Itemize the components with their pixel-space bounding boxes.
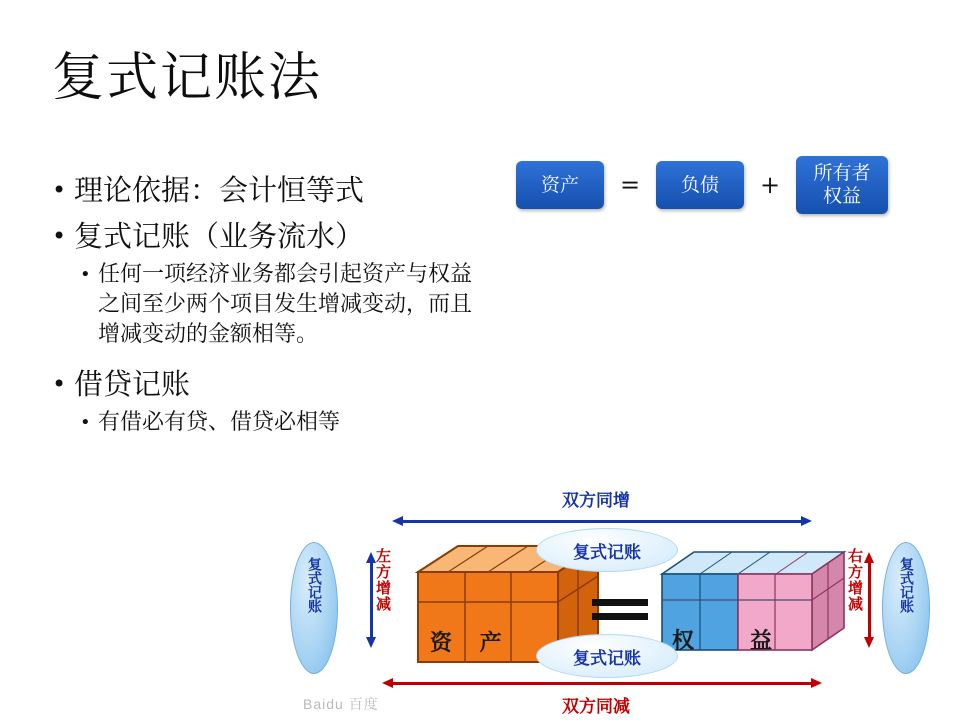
- left-vertical-label: 左方增减: [374, 548, 392, 612]
- left-oval-label: 复式记账: [306, 557, 322, 613]
- equation-owners-equity-label-line2: 权益: [822, 185, 861, 207]
- bullet-dot-icon: •: [52, 222, 67, 250]
- equation-assets-label: 资产: [540, 173, 579, 196]
- bullet-dot-icon: •: [52, 370, 67, 398]
- arrow-line: [868, 562, 871, 638]
- bottom-tag-label: 复式记账: [573, 648, 641, 669]
- arrow-head-right-icon: [811, 678, 822, 688]
- top-arrow-label: 双方同增: [562, 491, 630, 511]
- bullet-item-3: [52, 362, 492, 406]
- bullet-item-3-sub-1: [80, 408, 492, 438]
- page-title: 复式记账法: [52, 48, 323, 108]
- equation-owners-equity-label-line1: 所有者: [813, 162, 871, 184]
- top-tag-label: 复式记账: [573, 542, 641, 563]
- watermark: Baidu 百度: [303, 696, 379, 712]
- equity-cube: [658, 548, 850, 668]
- right-vertical-arrow-icon: [864, 552, 874, 648]
- equation-liabilities-label: 负债: [680, 173, 719, 196]
- bullet-dot-icon: •: [52, 176, 67, 204]
- arrow-head-right-icon: [801, 516, 812, 526]
- equation-plus-operator: +: [759, 171, 781, 199]
- accounting-equation: [516, 150, 888, 220]
- bullet-text: 借贷记账: [74, 367, 191, 401]
- bullet-text: 理论依据：会计恒等式: [74, 173, 365, 207]
- equation-assets-box: [516, 161, 604, 209]
- equals-sign-icon: [592, 592, 648, 627]
- arrow-head-down-icon: [366, 637, 376, 648]
- bullet-text: 任何一项经济业务都会引起资产与权益之间至少两个项目发生增减变动，而且增减变动的金额相等。: [98, 262, 473, 347]
- top-tag-oval: [536, 528, 678, 572]
- left-side-oval: [290, 542, 338, 674]
- arrow-head-down-icon: [864, 637, 874, 648]
- double-entry-illustration: [262, 486, 942, 718]
- bullet-item-2-sub-1: [80, 260, 492, 350]
- bullet-item-1: [52, 168, 492, 212]
- right-vertical-label: 右方增减: [846, 548, 864, 612]
- arrow-line: [392, 682, 812, 685]
- equity-cube-label-left: 权: [672, 628, 695, 654]
- bullet-text: 有借必有贷、借贷必相等: [98, 410, 341, 435]
- right-side-oval: [882, 542, 930, 674]
- arrow-line: [402, 520, 802, 523]
- equation-owners-equity-box: [796, 156, 888, 214]
- bullet-item-2: [52, 214, 492, 258]
- equation-equals-operator: =: [619, 171, 641, 199]
- bottom-arrow-label: 双方同减: [562, 697, 630, 717]
- right-oval-label: 复式记账: [898, 557, 914, 613]
- bullet-list: [52, 168, 492, 438]
- assets-cube-label: 资 产: [430, 630, 512, 656]
- bottom-tag-oval: [536, 634, 678, 678]
- bullet-text: 复式记账（业务流水）: [74, 219, 365, 253]
- bullet-dot-icon: •: [80, 412, 91, 433]
- equity-cube-label-right: 益: [750, 628, 773, 654]
- top-double-arrow-icon: [392, 516, 812, 526]
- equation-liabilities-box: [656, 161, 744, 209]
- bullet-dot-icon: •: [80, 264, 91, 285]
- arrow-line: [370, 562, 373, 638]
- bottom-double-arrow-icon: [382, 678, 822, 688]
